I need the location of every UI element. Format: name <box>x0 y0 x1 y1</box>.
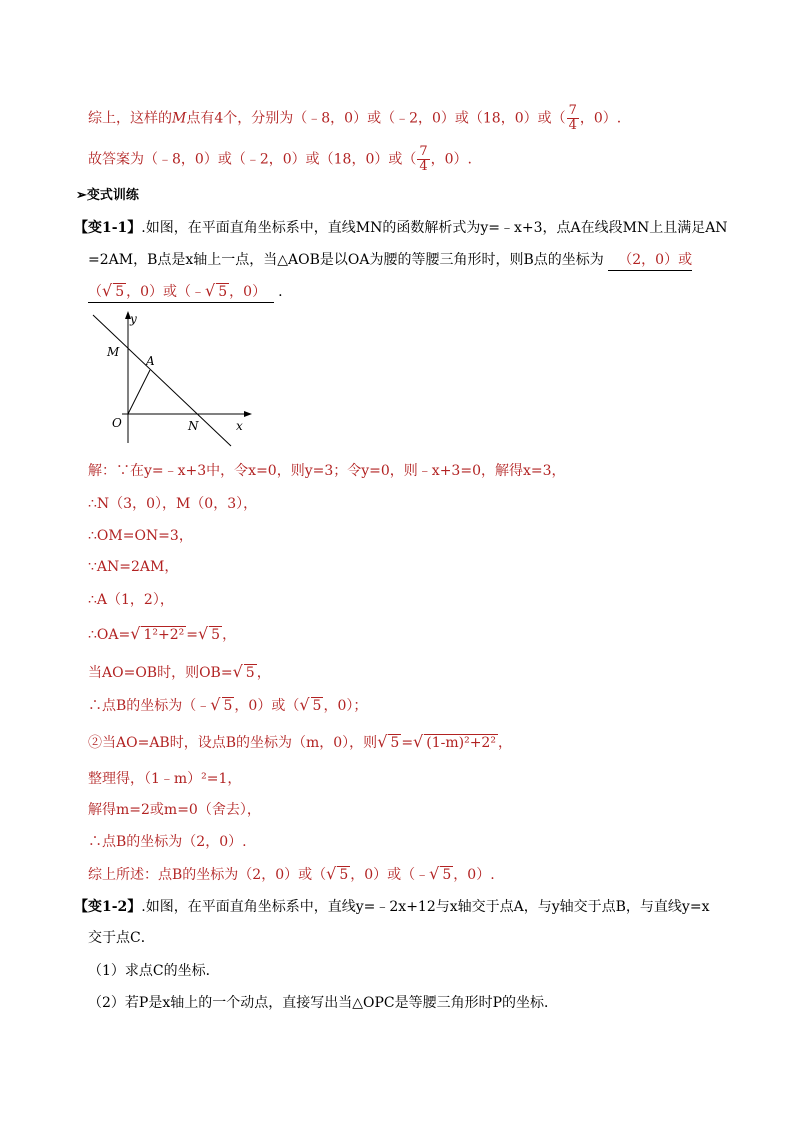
sqrt-sign: √ <box>205 281 216 300</box>
sqrt-sign: √ <box>102 281 113 300</box>
solution-line13 <box>88 864 495 885</box>
s9-part-c: ， <box>497 735 512 751</box>
sqrt-radicand: 5 <box>339 867 349 883</box>
sqrt-radicand: 5 <box>312 698 322 714</box>
answer-line <box>88 145 472 174</box>
solution-line6 <box>88 624 236 645</box>
s8-part-b: ，0）或（ <box>234 698 300 714</box>
point-n: N <box>188 419 199 433</box>
problem1-text1: .如图，在平面直角坐标系中，直线MN的函数解析式为y=﹣x+3，点A在线段MN上且满足AN <box>141 220 728 236</box>
sqrt-radicand: 5 <box>218 284 228 300</box>
sqrt-radicand: 5 <box>390 735 400 751</box>
section-title-text: 变式训练 <box>86 188 139 203</box>
problem1-answer2 <box>88 281 274 303</box>
sqrt-radicand: 1²+2² <box>143 627 185 643</box>
sqrt-radicand: 5 <box>245 665 255 681</box>
s13-part-a: 综上所述：点B的坐标为（2，0）或（ <box>88 867 327 883</box>
y-axis-label: y <box>130 312 137 326</box>
sqrt-radicand: 5 <box>115 284 125 300</box>
s8-part-a: ∴点B的坐标为（﹣ <box>88 698 211 714</box>
answer2-part-c: ，0） <box>229 284 267 300</box>
s6-part-c: ， <box>222 627 237 643</box>
problem2-label: 【变1-2】 <box>74 899 142 915</box>
conclusion-prefix: 综上，这样的 <box>88 110 172 127</box>
solution-line2: ∴N（3，0），M（0，3）， <box>88 496 258 512</box>
arrow-bullet-icon: ➢ <box>76 188 87 203</box>
sqrt-sign: √ <box>197 624 209 643</box>
conclusion-line <box>88 104 621 133</box>
sqrt-sign: √ <box>326 864 337 883</box>
solution-line9 <box>88 732 512 753</box>
section-title <box>76 186 139 206</box>
answer-end: ，0）. <box>430 151 472 168</box>
problem2-text1: .如图，在平面直角坐标系中，直线y=﹣2x+12与x轴交于点A，与y轴交于点B，与直线y=x <box>141 899 710 915</box>
sqrt-radicand: 5 <box>211 627 221 643</box>
answer2-part-b: ，0）或（﹣ <box>126 284 206 300</box>
s7-part-a: 当AO=OB时，则OB= <box>88 665 233 681</box>
problem2-question1: （1）求点C的坐标． <box>88 963 220 979</box>
x-axis-arrow <box>244 411 252 417</box>
segment-oa <box>128 370 150 414</box>
problem1-answer1-text: （2，0）或 <box>618 252 693 268</box>
conclusion-mid: 点有4个，分别为（﹣8，0）或（﹣2，0）或（18，0）或（ <box>186 110 566 127</box>
answer-fraction <box>417 145 429 174</box>
sqrt-sign: √ <box>299 695 310 714</box>
fraction-denominator: 4 <box>568 118 577 133</box>
s6-part-a: ∴OA= <box>88 627 131 643</box>
solution-line1: 解：∵在y=﹣x+3中，令x=0，则y=3；令y=0，则﹣x+3=0，解得x=3， <box>88 463 566 479</box>
problem1-answer1 <box>608 250 692 271</box>
sqrt-sign: √ <box>429 864 440 883</box>
point-m-label: M <box>172 110 187 127</box>
point-o: O <box>112 416 122 430</box>
fraction-seven-fourths <box>567 104 579 133</box>
answer-prefix: 故答案为（﹣8，0）或（﹣2，0）或（18，0）或（ <box>88 151 417 168</box>
solution-line7 <box>88 662 271 683</box>
sqrt-sign: √ <box>413 732 424 751</box>
s13-part-c: ，0）. <box>453 867 495 883</box>
solution-line3: ∴OM=ON=3， <box>88 528 193 544</box>
point-a: A <box>146 354 155 368</box>
solution-line11: 解得m=2或m=0（舍去）， <box>88 802 261 818</box>
solution-line8 <box>88 695 367 716</box>
solution-line10: 整理得，（1﹣m）²=1， <box>88 771 242 787</box>
problem2-line1 <box>74 897 709 917</box>
s9-part-b: = <box>401 735 414 751</box>
solution-line5: ∴A（1，2）， <box>88 592 174 608</box>
problem1-answer-end: . <box>278 284 283 300</box>
problem1-label: 【变1-1】 <box>74 220 142 236</box>
coordinate-figure <box>88 308 258 448</box>
s9-part-a: ②当AO=AB时，设点B的坐标为（m，0），则 <box>88 735 378 751</box>
solution-line12: ∴点B的坐标为（2，0）. <box>88 834 247 850</box>
problem1-line3 <box>88 281 283 303</box>
conclusion-end: ，0）. <box>579 110 622 127</box>
sqrt-sign: √ <box>210 695 221 714</box>
answer-fraction-denominator: 4 <box>419 159 428 174</box>
sqrt-sign: √ <box>377 732 388 751</box>
sqrt-radicand: (1-m)²+2² <box>426 735 496 751</box>
s13-part-b: ，0）或（﹣ <box>350 867 430 883</box>
problem1-text2: =2AM，B点是x轴上一点，当△AOB是以OA为腰的等腰三角形时，则B点的坐标为 <box>88 252 604 268</box>
answer-fraction-numerator: 7 <box>419 144 428 159</box>
sqrt-sign: √ <box>130 624 141 643</box>
sqrt-radicand: 5 <box>223 698 233 714</box>
solution-line4: ∵AN=2AM， <box>88 559 179 575</box>
s6-part-b: = <box>186 627 198 643</box>
problem2-question2: （2）若P是x轴上的一个动点，直接写出当△OPC是等腰三角形时P的坐标． <box>88 995 559 1011</box>
sqrt-radicand: 5 <box>442 867 452 883</box>
sqrt-sign: √ <box>232 662 243 681</box>
point-m: M <box>107 345 120 359</box>
s8-part-c: ，0）； <box>323 698 368 714</box>
problem1-line1 <box>74 218 728 238</box>
problem2-line2: 交于点C． <box>88 930 155 946</box>
answer2-part-a: （ <box>88 284 102 300</box>
x-axis-label: x <box>236 419 243 433</box>
fraction-numerator: 7 <box>568 103 577 118</box>
problem1-line2 <box>88 250 692 271</box>
s7-part-b: ， <box>256 665 271 681</box>
